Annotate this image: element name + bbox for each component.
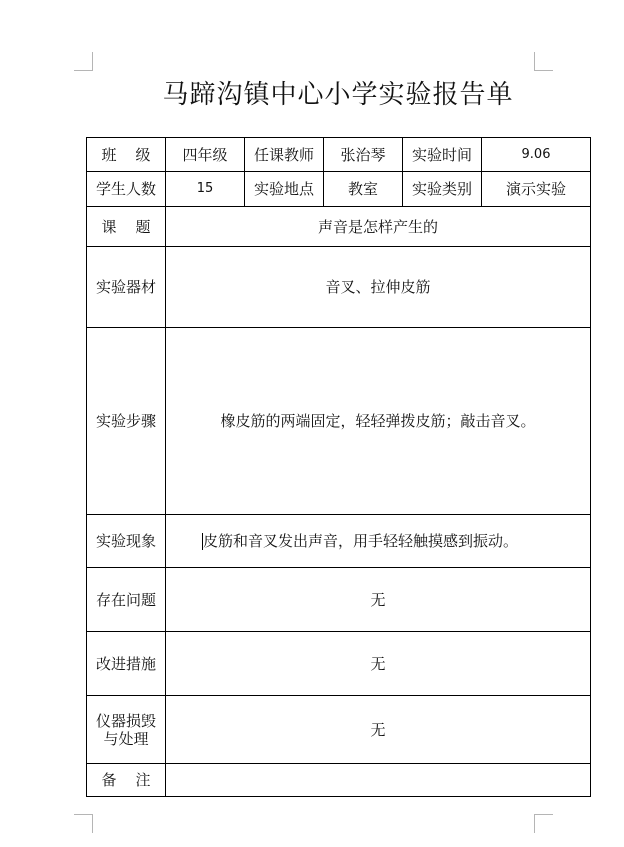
table-row-equipment — [87, 247, 591, 328]
report-table — [86, 137, 591, 797]
phenomenon-value[interactable]: 皮筋和音叉发出声音，用手轻轻触摸感到振动。 — [203, 532, 519, 550]
table-row-remarks — [87, 764, 591, 797]
page-corner-mark-bottom-left — [74, 814, 93, 833]
students-value[interactable]: 15 — [166, 172, 245, 207]
table-row-improvements — [87, 632, 591, 696]
table-row-topic — [87, 207, 591, 247]
page-corner-mark-top-right — [534, 52, 553, 71]
topic-value[interactable]: 声音是怎样产生的 — [166, 207, 591, 247]
damage-label[interactable] — [87, 696, 166, 764]
table-row-damage — [87, 696, 591, 764]
time-label[interactable]: 实验时间 — [403, 138, 482, 172]
location-label[interactable]: 实验地点 — [245, 172, 324, 207]
remarks-value[interactable] — [166, 764, 591, 797]
steps-value[interactable]: 橡皮筋的两端固定，轻轻弹拨皮筋；敲击音叉。 — [166, 328, 591, 515]
topic-label[interactable]: 课 题 — [87, 207, 166, 247]
damage-label-line1: 仪器损毁 — [95, 711, 156, 730]
phenomenon-label[interactable]: 实验现象 — [87, 515, 166, 568]
page-corner-mark-top-left — [74, 52, 93, 71]
students-label[interactable]: 学生人数 — [87, 172, 166, 207]
category-label[interactable]: 实验类别 — [403, 172, 482, 207]
damage-value[interactable]: 无 — [166, 696, 591, 764]
problems-label[interactable]: 存在问题 — [87, 568, 166, 632]
problems-value[interactable]: 无 — [166, 568, 591, 632]
class-value[interactable]: 四年级 — [166, 138, 245, 172]
table-row-steps — [87, 328, 591, 515]
remarks-label[interactable]: 备 注 — [87, 764, 166, 797]
table-row-problems — [87, 568, 591, 632]
time-value[interactable]: 9.06 — [482, 138, 591, 172]
steps-label[interactable]: 实验步骤 — [87, 328, 166, 515]
table-row-class — [87, 138, 591, 172]
page-corner-mark-bottom-right — [534, 814, 553, 833]
teacher-label[interactable]: 任课教师 — [245, 138, 324, 172]
class-label[interactable]: 班 级 — [87, 138, 166, 172]
table-row-students — [87, 172, 591, 207]
damage-label-line2: 与处理 — [103, 729, 149, 748]
table-row-phenomenon — [87, 515, 591, 568]
phenomenon-cell[interactable] — [166, 515, 591, 568]
category-value[interactable]: 演示实验 — [482, 172, 591, 207]
location-value[interactable]: 教室 — [324, 172, 403, 207]
improvements-label[interactable]: 改进措施 — [87, 632, 166, 696]
equipment-label[interactable]: 实验器材 — [87, 247, 166, 328]
teacher-value[interactable]: 张治琴 — [324, 138, 403, 172]
equipment-value[interactable]: 音叉、拉伸皮筋 — [166, 247, 591, 328]
improvements-value[interactable]: 无 — [166, 632, 591, 696]
document-title[interactable]: 马蹄沟镇中心小学实验报告单 — [162, 80, 514, 110]
